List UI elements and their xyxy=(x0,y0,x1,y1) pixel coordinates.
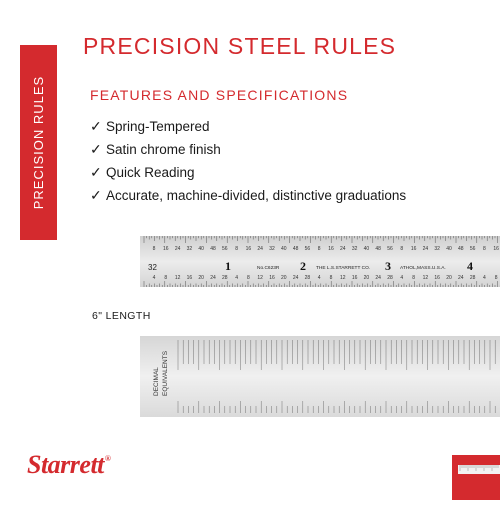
ruler-scale-label: 32 xyxy=(351,246,358,252)
ruler-scale-label: 48 xyxy=(375,246,381,252)
ruler-image-front xyxy=(140,236,500,287)
ruler-scale-label: 8 xyxy=(412,275,415,281)
ruler-thumbnail-icon xyxy=(452,455,500,500)
ruler-scale-label: 12 xyxy=(422,275,429,281)
ruler-scale-label: 40 xyxy=(446,246,452,252)
ruler-scale-label: 16 xyxy=(493,246,499,252)
feature-item xyxy=(90,115,406,138)
ruler-scale-label: 4 xyxy=(317,275,321,281)
ruler-scale-label: 8 xyxy=(235,246,238,252)
ruler-location: ATHOL,MASS.U.S.A. xyxy=(400,266,446,271)
feature-item xyxy=(90,161,406,184)
ruler-scale-label: 16 xyxy=(434,275,440,281)
ruler-scale-label: 16 xyxy=(186,275,193,281)
ruler-number-2: 2 xyxy=(300,259,306,273)
ruler-scale-label: 8 xyxy=(329,275,333,281)
checkmark-icon: ✓ xyxy=(90,164,102,180)
ruler-number-4: 4 xyxy=(467,259,473,273)
ruler-number-1: 1 xyxy=(225,259,231,273)
length-label: 6" LENGTH xyxy=(92,310,151,322)
ruler-scale-label: 12 xyxy=(174,275,181,281)
decimal-label: DECIMAL xyxy=(153,367,160,396)
ruler-scale-label: 16 xyxy=(245,246,252,252)
ruler-scale-label: 8 xyxy=(164,275,168,281)
ruler-scale-label: 16 xyxy=(328,246,334,252)
ruler-scale-label: 4 xyxy=(400,275,404,281)
ruler-scale-label: 8 xyxy=(317,246,321,252)
ruler-scale-label: 56 xyxy=(222,246,228,252)
ruler-scale-label: 16 xyxy=(269,275,275,281)
ruler-scale-label: 32 xyxy=(434,246,440,252)
ruler-scale-label: 16 xyxy=(351,275,358,281)
section-subtitle: FEATURES AND SPECIFICATIONS xyxy=(90,87,349,103)
ruler-scale-label: 20 xyxy=(446,275,452,281)
ruler-scale-label: 40 xyxy=(198,246,204,252)
ruler-scale-label: 48 xyxy=(292,246,299,252)
ruler-scale-label: 16 xyxy=(410,246,417,252)
ruler-scale-label: 32 xyxy=(186,246,193,252)
ruler-scale-label: 28 xyxy=(222,275,228,281)
ruler-scale-label: 40 xyxy=(281,246,287,252)
feature-list xyxy=(90,115,406,207)
feature-text: Spring-Tempered xyxy=(106,119,210,134)
ruler-scale-label: 56 xyxy=(304,246,311,252)
feature-text: Quick Reading xyxy=(106,165,195,180)
ruler-scale-label: 48 xyxy=(458,246,464,252)
ruler-scale-label: 56 xyxy=(387,246,393,252)
ruler-scale-label: 32 xyxy=(269,246,275,252)
ruler-scale-label: 20 xyxy=(363,275,370,281)
starrett-logo xyxy=(27,450,109,480)
ruler-scale-label: 40 xyxy=(363,246,370,252)
ruler-scale-label: 4 xyxy=(235,275,238,281)
ruler-scale-label: 4 xyxy=(483,275,486,281)
checkmark-icon: ✓ xyxy=(90,141,102,157)
page-title: PRECISION STEEL RULES xyxy=(83,33,397,59)
ruler-image-back xyxy=(140,336,500,417)
equivalents-label: EQUIVALENTS xyxy=(162,350,169,396)
sidebar-label: PRECISION RULES xyxy=(31,75,46,210)
ruler-scale-label: 8 xyxy=(152,246,156,252)
ruler-maker: THE L.S.STARRETT CO. xyxy=(316,266,371,271)
trademark-symbol: ® xyxy=(104,454,111,463)
ruler-scale-label: 4 xyxy=(152,275,156,281)
feature-item xyxy=(90,138,406,161)
ruler-scale-label: 28 xyxy=(387,275,393,281)
ruler-model: No.C623R xyxy=(257,266,280,271)
ruler-scale-label: 12 xyxy=(340,275,346,281)
ruler-scale-label: 24 xyxy=(458,275,464,281)
ruler-scale-label: 24 xyxy=(257,246,263,252)
feature-item xyxy=(90,184,406,207)
ruler-scale-label: 24 xyxy=(174,246,181,252)
ruler-scale-label: 24 xyxy=(210,275,216,281)
ruler-scale-label: 20 xyxy=(198,275,204,281)
ruler-scale-label: 8 xyxy=(483,246,486,252)
ruler-scale-label: 56 xyxy=(469,246,476,252)
feature-text: Accurate, machine-divided, distinctive graduations xyxy=(106,188,407,203)
sidebar-banner xyxy=(20,45,57,240)
corner-ruler-thumbnail xyxy=(452,455,500,500)
ruler-scale-label: 24 xyxy=(292,275,299,281)
ruler-scale-label: 24 xyxy=(375,275,381,281)
ruler-scale-label: 8 xyxy=(400,246,404,252)
ruler-scale-label: 8 xyxy=(247,275,250,281)
ruler-scale-label: 48 xyxy=(210,246,216,252)
feature-text: Satin chrome finish xyxy=(106,142,221,157)
ruler-scale-label: 8 xyxy=(494,275,498,281)
ruler-scale-label: 28 xyxy=(469,275,476,281)
ruler-scale-label: 28 xyxy=(304,275,311,281)
ruler-scale-label: 16 xyxy=(163,246,169,252)
ruler-scale-label: 24 xyxy=(340,246,346,252)
ruler-scale-label: 20 xyxy=(281,275,287,281)
ruler-scale-label: 24 xyxy=(422,246,429,252)
ruler-number-3: 3 xyxy=(385,259,391,273)
checkmark-icon: ✓ xyxy=(90,187,102,203)
checkmark-icon: ✓ xyxy=(90,118,102,134)
ruler-scale-label: 12 xyxy=(257,275,263,281)
ruler-left-number: 32 xyxy=(148,263,157,272)
logo-text: Starrett xyxy=(27,450,104,479)
